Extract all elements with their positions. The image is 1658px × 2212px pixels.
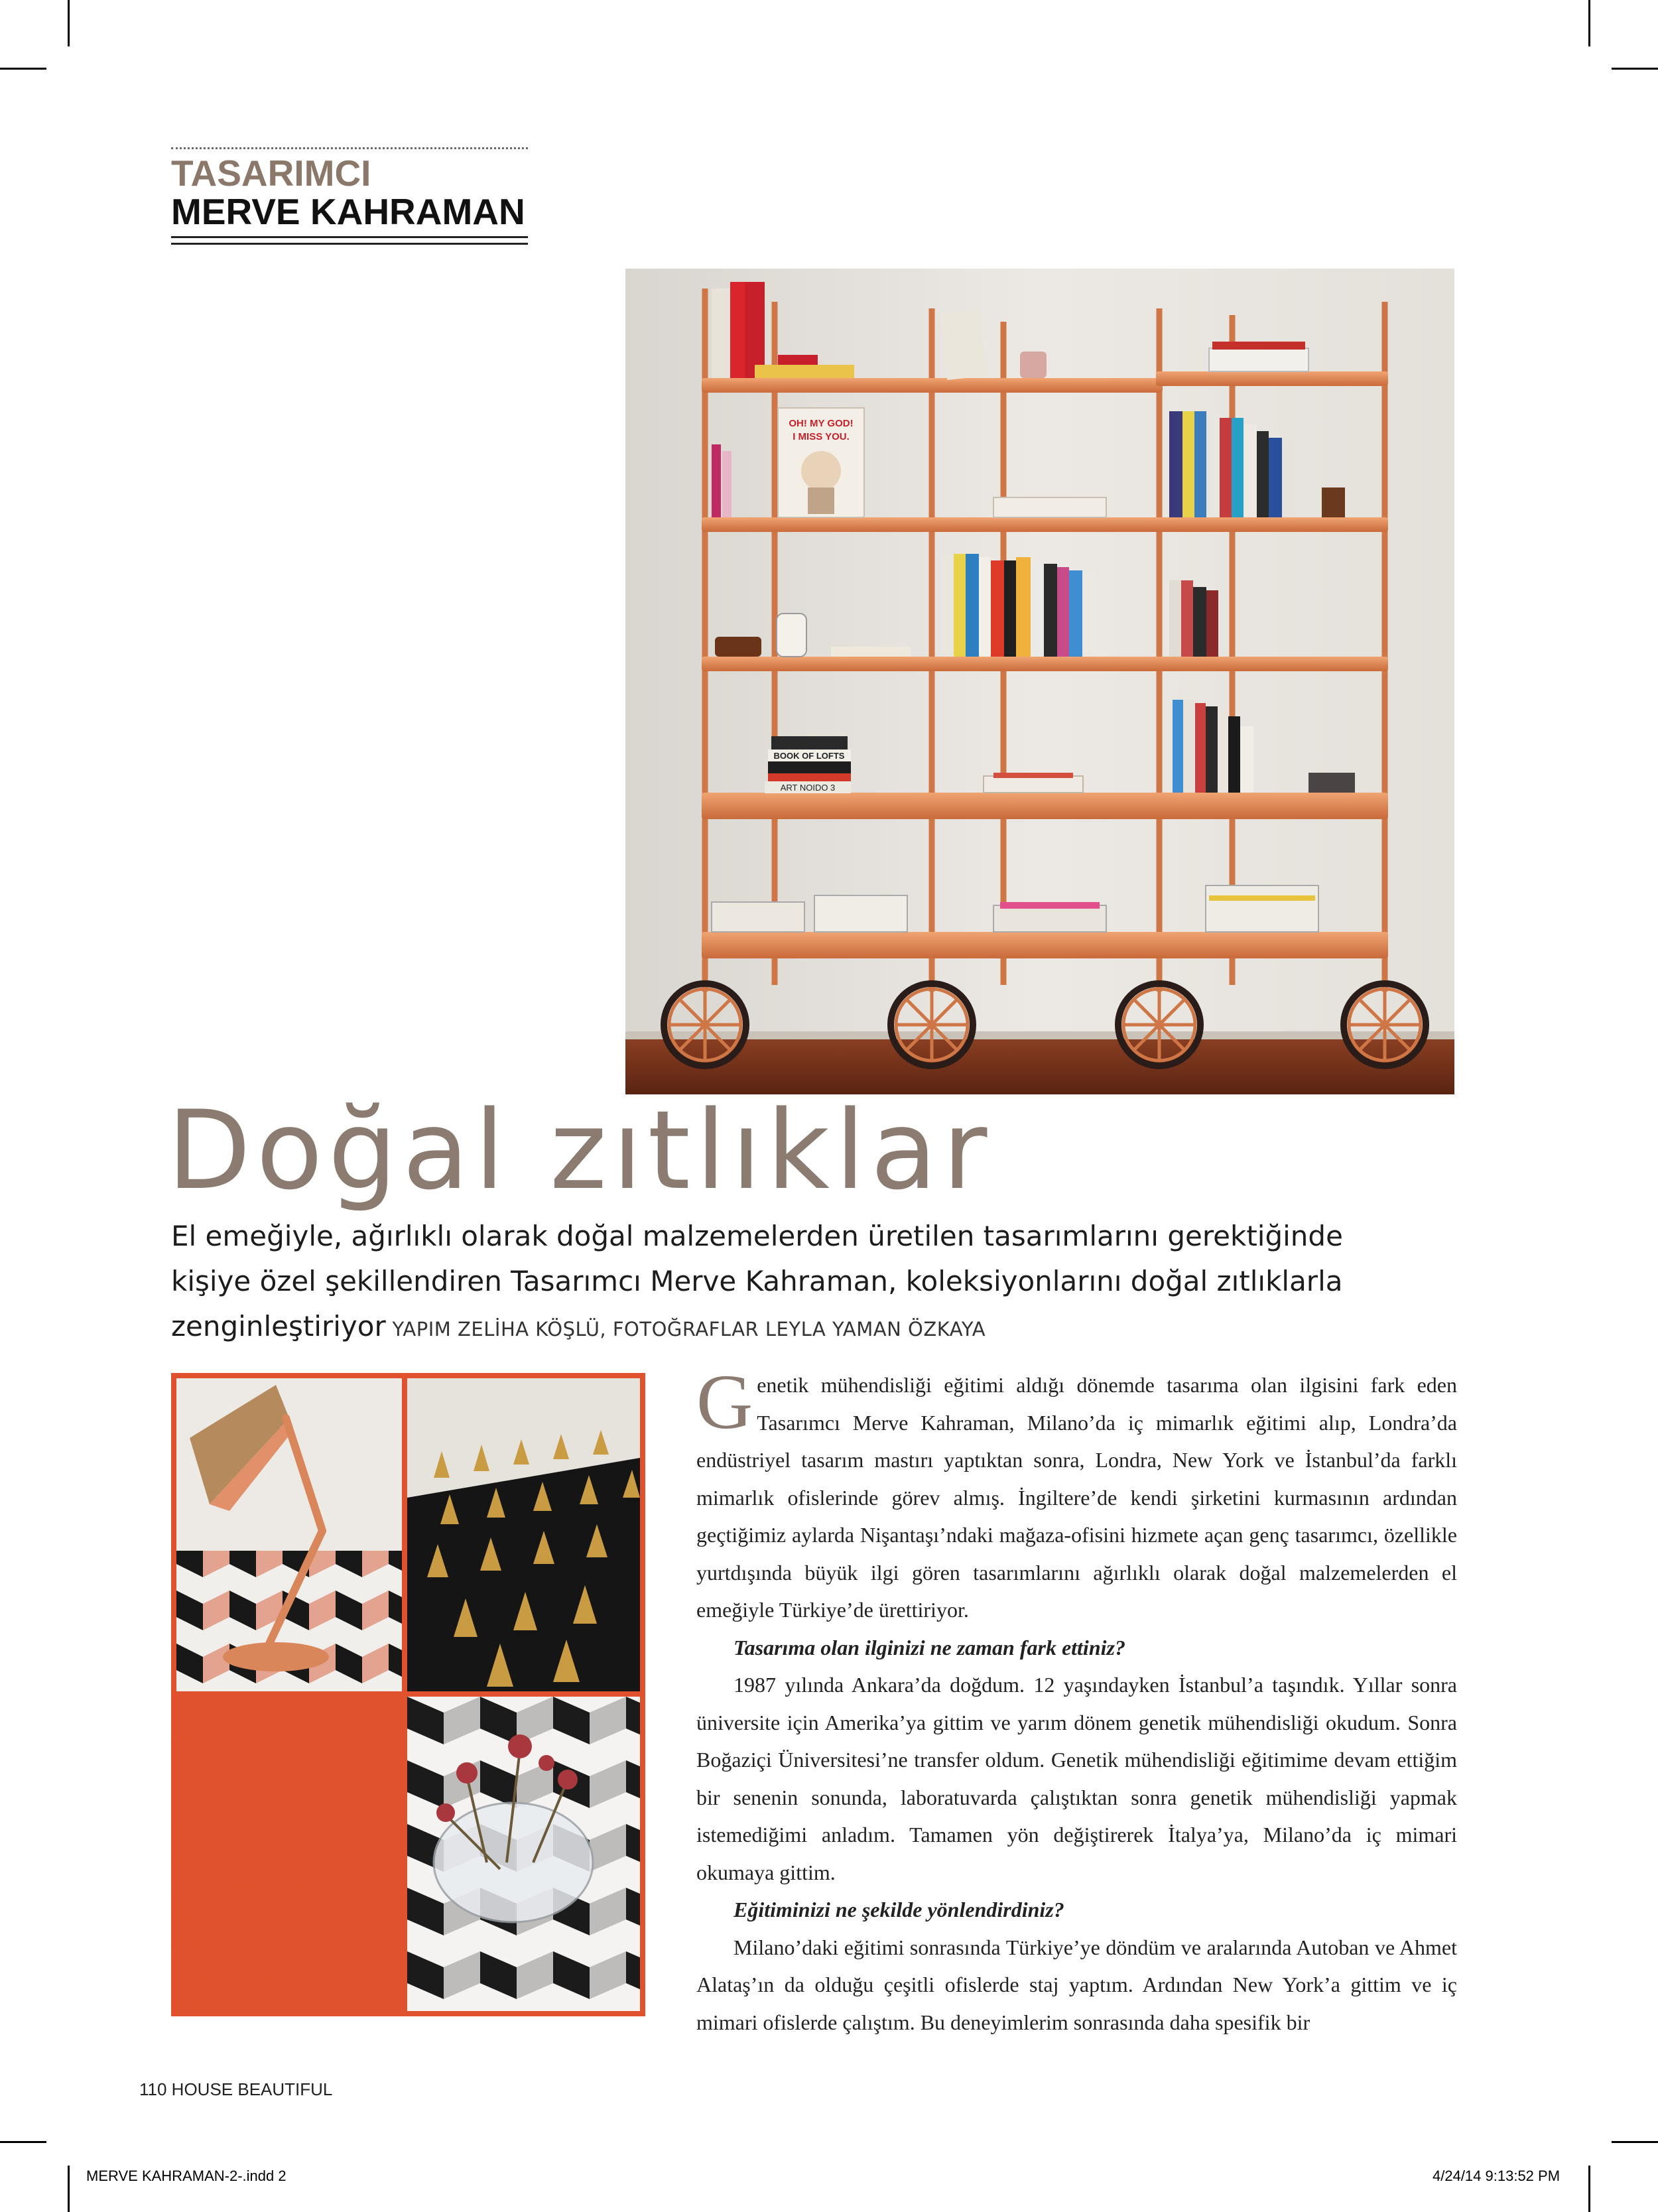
hero-photo-bookshelf xyxy=(625,269,1454,1094)
header-rule xyxy=(171,236,528,238)
poster-text: OH! MY GOD! xyxy=(789,418,854,429)
interview-question: Tasarıma olan ilginizi ne zaman fark ettiniz? xyxy=(733,1635,1125,1659)
section-label: TASARIMCI xyxy=(171,153,371,194)
folio: 110 HOUSE BEAUTIFUL xyxy=(139,2079,333,2099)
crop-mark xyxy=(1612,68,1658,70)
intro-deck xyxy=(171,1214,1431,1352)
slug-timestamp: 4/24/14 9:13:52 PM xyxy=(1433,2168,1561,2184)
drop-cap: G xyxy=(696,1358,753,1445)
poster-text: I MISS YOU. xyxy=(793,431,850,442)
paragraph: 1987 yılında Ankara’da doğdum. 12 yaşındayken İstanbul’a taşındık. Yıllar sonra üniversite için Amerika’ya gittim ve yarım dönem genetik mühendisliği okudum. Sonra Boğaziçi Üniversitesi’ne transfer oldum. Genetik mühendisliği eğitimime devam ettiğim bir senenin sonunda, laboratuvarda çalıştıktan sonra genetik mühendisliği yapmak istemediğimi anladım. Tamamen yön değiştirerek İtalya’ya, Milano’da iç mimari okumaya gittim. xyxy=(696,1673,1457,1884)
credits: YAPIM ZELİHA KÖŞLÜ, FOTOĞRAFLAR LEYLA YAMAN ÖZKAYA xyxy=(385,1318,986,1340)
crop-mark xyxy=(1588,0,1590,46)
caption-text: Merve Kahraman ürünlerinin ağırlıklı olarak doğal malzemelerden ve el yapımı olmasına dikkat ediyor. xyxy=(171,1847,375,2014)
photo-gold-spikes xyxy=(407,1378,640,1691)
header-rule xyxy=(171,243,528,245)
interview-question: Eğitiminizi ne şekilde yönlendirdiniz? xyxy=(733,1898,1064,1921)
photo-caption xyxy=(171,1726,390,2018)
crop-mark xyxy=(68,0,70,46)
intro-text: El emeğiyle, ağırlıklı olarak doğal malzemelerden üretilen tasarımlarını gerektiğinde kişiye özel şekillendiren Tasarımcı Merve Kahraman, koleksiyonlarını doğal zıtlıklarla zenginleştiriyor xyxy=(171,1220,1343,1342)
crop-mark xyxy=(0,2141,46,2143)
crop-mark xyxy=(0,68,46,70)
headline: Doğal zıtlıklar xyxy=(167,1087,993,1214)
book-spine-text: BOOK OF LOFTS xyxy=(773,751,845,761)
photo-glass-vase xyxy=(407,1697,640,2011)
slug-filename: MERVE KAHRAMAN-2-.indd 2 xyxy=(86,2168,287,2184)
caption-heading: Sağda ve altta xyxy=(171,1817,305,1839)
book-spine-text: ART NOIDO 3 xyxy=(780,783,836,793)
crop-mark xyxy=(1612,2141,1658,2143)
caption-heading: Üstte solda xyxy=(171,1730,279,1752)
crop-mark xyxy=(68,2166,70,2212)
article-body xyxy=(696,1358,1457,2041)
photo-cork-lamp xyxy=(176,1378,402,1691)
paragraph: Milano’daki eğitimi sonrasında Türkiye’ye döndüm ve aralarında Autoban ve Ahmet Alataş’ın da olduğu çeşitli ofislerde staj yaptım. Ardından New York’a gittim ve iç mimari ofislerde çalıştım. Bu deneyimlerim sonrasında daha spesifik bir xyxy=(696,1935,1457,2034)
caption-text: Tasarımcı Merve Kahraman. xyxy=(171,1759,318,1810)
paragraph-text: enetik mühendisliği eğitimi aldığı dönemde tasarıma olan ilgisini fark eden Tasarımcı Merve Kahraman, Milano’da iç mimarlık eğitimi alıp, Londra’da endüstriyel tasarım mastırı yaptıktan sonra, Londra, New York ve İstanbul’da farklı mimarlık ofislerinde görev almış. İngiltere’de kendi şirketini kurmasının ardından geçtiğimiz aylarda Nişantaşı’ndaki mağaza-ofisini hizmete açan genç tasarımcı, özellikle yurtdışında büyük ilgi gören tasarımlarını ağırlıklı olarak doğal malzemelerden el emeğiyle Türkiye’de ürettiriyor. xyxy=(696,1373,1457,1622)
header-dotted-rule xyxy=(171,147,528,149)
designer-name: MERVE KAHRAMAN xyxy=(171,191,525,232)
paragraph xyxy=(696,1358,1457,1629)
bookshelf-illustration xyxy=(625,269,1454,1094)
crop-mark xyxy=(1588,2166,1590,2212)
